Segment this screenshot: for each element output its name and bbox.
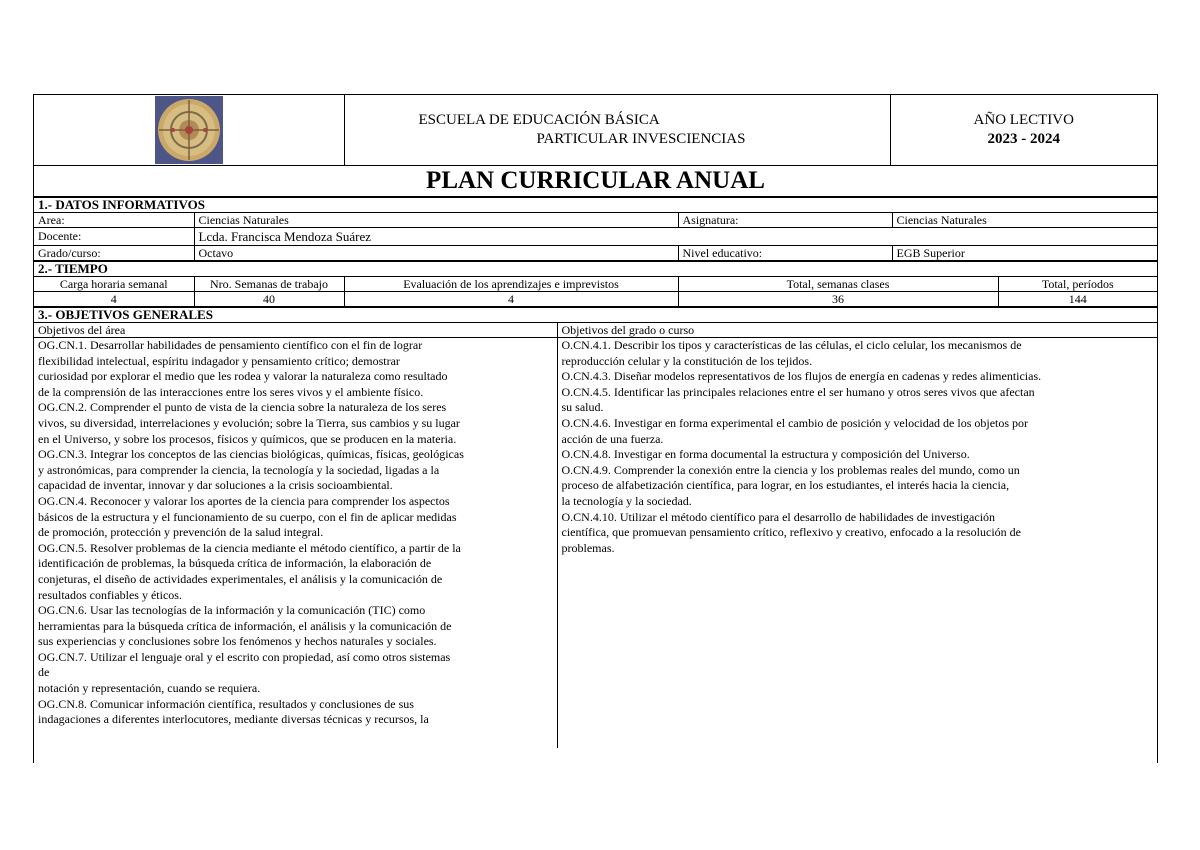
datos-informativos-table [34, 197, 1157, 261]
objetivos-grado-header: Objetivos del grado o curso [557, 323, 1157, 338]
school-line2: PARTICULAR INVESCIENCIAS [536, 131, 746, 147]
tiempo-header: Evaluación de los aprendizajes e imprevistos [344, 277, 678, 292]
docente-label: Docente: [34, 228, 194, 246]
objetivos-area-header: Objetivos del área [34, 323, 557, 338]
objetivos-area-text: OG.CN.1. Desarrollar habilidades de pensamiento científico con el fin de lograr flexibilidad intelectual, espíritu indagador y pensamiento crítico; demostrar curiosidad por explorar el medio que les rodea y valorar la naturaleza como resultado de la comprensión de las interacciones entre los seres vivos y el ambiente físico. OG.CN.2. Comprender el punto de vista de la ciencia sobre la naturaleza de los seres vivos, su diversidad, interrelaciones y evolución; sobre la Tierra, sus cambios y su lugar en el Universo, y sobre los procesos, físicos y químicos, que se producen en la materia. OG.CN.3. Integrar los conceptos de las ciencias biológicas, químicas, físicas, geológicas y astronómicas, para comprender la ciencia, la tecnología y la sociedad, ligadas a la capacidad de inventar, innovar y dar soluciones a la crisis socioambiental. OG.CN.4. Reconocer y valorar los aportes de la ciencia para comprender los aspectos básicos de la estructura y el funcionamiento de su cuerpo, con el fin de aplicar medidas de promoción, protección y prevención de la salud integral. OG.CN.5. Resolver problemas de la ciencia mediante el método científico, a partir de la identificación de problemas, la búsqueda crítica de información, la elaboración de conjeturas, el diseño de actividades experimentales, el análisis y la comunicación de resultados confiables y éticos. OG.CN.6. Usar las tecnologías de la información y la comunicación (TIC) como herramientas para la búsqueda crítica de información, el análisis y la comunicación de sus experiencias y conclusiones sobre los fenómenos y hechos naturales y sociales. OG.CN.7. Utilizar el lenguaje oral y el escrito con propiedad, así como otros sistemas de notación y representación, cuando se requiera. OG.CN.8. Comunicar información científica, resultados y conclusiones de sus indagaciones a diferentes interlocutores, mediante diversas técnicas y recursos, la [38, 338, 464, 727]
year-label: AÑO LECTIVO [973, 112, 1074, 128]
section2-heading: 2.- TIEMPO [34, 262, 1157, 277]
docente-value: Lcda. Francisca Mendoza Suárez [194, 228, 1157, 246]
page-title: PLAN CURRICULAR ANUAL [34, 166, 1157, 197]
header-table [34, 95, 1157, 197]
objetivos-grado-text: O.CN.4.1. Describir los tipos y características de las células, el ciclo celular, los mecanismos de reproducción celular y la constitución de los tejidos. O.CN.4.3. Diseñar modelos representativos de los flujos de energía en cadenas y redes alimenticias. O.CN.4.5. Identificar las principales relaciones entre el ser humano y otros seres vivos que afectan su salud. O.CN.4.6. Investigar en forma experimental el cambio de posición y velocidad de los objetos por acción de una fuerza. O.CN.4.8. Investigar en forma documental la estructura y composición del Universo. O.CN.4.9. Comprender la conexión entre la ciencia y los problemas reales del mundo, como un proceso de alfabetización científica, para lograr, en los estudiantes, el interés hacia la ciencia, la tecnología y la sociedad. O.CN.4.10. Utilizar el método científico para el desarrollo de habilidades de investigación científica, que promuevan pensamiento crítico, reflexivo y creativo, enfocado a la resolución de problemas. [561, 338, 1042, 555]
tiempo-value: 4 [344, 292, 678, 307]
area-value: Ciencias Naturales [194, 213, 678, 228]
tiempo-header: Total, semanas clases [678, 277, 998, 292]
tiempo-header: Nro. Semanas de trabajo [194, 277, 344, 292]
section3-heading: 3.- OBJETIVOS GENERALES [34, 308, 1157, 323]
tiempo-header: Total, períodos [998, 277, 1157, 292]
asignatura-value: Ciencias Naturales [892, 213, 1157, 228]
objetivos-table [34, 307, 1157, 748]
grado-value: Octavo [194, 246, 678, 261]
curriculum-document [33, 94, 1158, 763]
tiempo-value: 36 [678, 292, 998, 307]
tiempo-header: Carga horaria semanal [34, 277, 194, 292]
school-name-cell [344, 95, 890, 166]
section1-heading: 1.- DATOS INFORMATIVOS [34, 198, 1157, 213]
objetivos-grado-cell [557, 338, 1157, 749]
nivel-value: EGB Superior [892, 246, 1157, 261]
school-year-cell [890, 95, 1157, 166]
asignatura-label: Asignatura: [678, 213, 892, 228]
tiempo-value: 40 [194, 292, 344, 307]
school-line1: ESCUELA DE EDUCACIÓN BÁSICA [418, 112, 660, 128]
nivel-label: Nivel educativo: [678, 246, 892, 261]
tiempo-table [34, 261, 1157, 307]
tiempo-value: 144 [998, 292, 1157, 307]
year-value: 2023 - 2024 [987, 131, 1060, 147]
area-label: Area: [34, 213, 194, 228]
objetivos-area-cell [34, 338, 557, 749]
tiempo-value: 4 [34, 292, 194, 307]
school-logo-icon [155, 96, 223, 164]
logo-cell [34, 95, 344, 166]
grado-label: Grado/curso: [34, 246, 194, 261]
